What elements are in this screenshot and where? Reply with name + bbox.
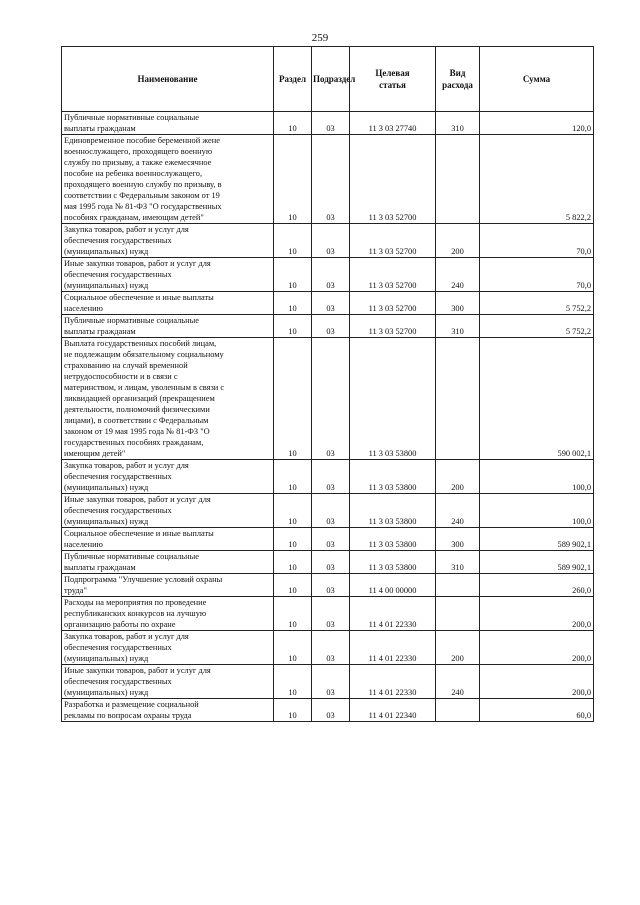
header-section: Раздел [274, 47, 312, 112]
cell-name: Выплата государственных пособий лицам, не подлежащим обязательному социальному страхованию на случай временной нетрудоспособности и в связи с материнством, и лицам, уволенным в связи с ликвидацией организаций (прекращением деятельности, полномочий физическими лицами), в соответствии с Федеральным законом от 19 мая 1995 года № 81-ФЗ "О государственных пособиях гражданам, имеющим детей" [62, 338, 274, 460]
cell-type: 240 [436, 258, 480, 292]
cell-sum: 200,0 [480, 597, 594, 631]
cell-subsection: 03 [312, 258, 350, 292]
cell-section: 10 [274, 494, 312, 528]
table-row [62, 597, 594, 631]
cell-article: 11 3 03 53800 [350, 528, 436, 551]
cell-type [436, 574, 480, 597]
cell-subsection: 03 [312, 665, 350, 699]
header-subsection: Подраздел [312, 47, 350, 112]
table-row [62, 631, 594, 665]
cell-article: 11 4 01 22330 [350, 631, 436, 665]
cell-type: 200 [436, 631, 480, 665]
cell-section: 10 [274, 258, 312, 292]
cell-sum: 200,0 [480, 665, 594, 699]
table-row [62, 135, 594, 224]
cell-article: 11 4 01 22340 [350, 699, 436, 722]
cell-subsection: 03 [312, 112, 350, 135]
cell-sum: 120,0 [480, 112, 594, 135]
cell-article: 11 3 03 52700 [350, 224, 436, 258]
cell-subsection: 03 [312, 494, 350, 528]
cell-section: 10 [274, 665, 312, 699]
cell-section: 10 [274, 574, 312, 597]
table-row [62, 460, 594, 494]
cell-section: 10 [274, 631, 312, 665]
cell-subsection: 03 [312, 315, 350, 338]
cell-subsection: 03 [312, 574, 350, 597]
cell-name: Иные закупки товаров, работ и услуг для обеспечения государственных (муниципальных) нужд [62, 665, 274, 699]
table-row [62, 224, 594, 258]
cell-section: 10 [274, 551, 312, 574]
table-row [62, 528, 594, 551]
cell-sum: 5 752,2 [480, 315, 594, 338]
cell-subsection: 03 [312, 631, 350, 665]
cell-sum: 70,0 [480, 224, 594, 258]
cell-type: 200 [436, 224, 480, 258]
table-row [62, 292, 594, 315]
header-name: Наименование [62, 47, 274, 112]
table-row [62, 315, 594, 338]
cell-sum: 260,0 [480, 574, 594, 597]
table-row [62, 258, 594, 292]
cell-section: 10 [274, 699, 312, 722]
table-header [62, 47, 594, 112]
cell-section: 10 [274, 224, 312, 258]
cell-section: 10 [274, 315, 312, 338]
cell-sum: 60,0 [480, 699, 594, 722]
cell-subsection: 03 [312, 135, 350, 224]
cell-sum: 589 902,1 [480, 551, 594, 574]
table-row [62, 551, 594, 574]
cell-subsection: 03 [312, 224, 350, 258]
cell-sum: 200,0 [480, 631, 594, 665]
cell-section: 10 [274, 460, 312, 494]
cell-section: 10 [274, 292, 312, 315]
cell-type [436, 135, 480, 224]
cell-sum: 100,0 [480, 494, 594, 528]
cell-type: 310 [436, 315, 480, 338]
cell-sum: 5 752,2 [480, 292, 594, 315]
cell-section: 10 [274, 338, 312, 460]
cell-name: Публичные нормативные социальные выплаты гражданам [62, 551, 274, 574]
cell-name: Социальное обеспечение и иные выплаты населению [62, 528, 274, 551]
cell-name: Социальное обеспечение и иные выплаты населению [62, 292, 274, 315]
table-row [62, 112, 594, 135]
cell-name: Публичные нормативные социальные выплаты гражданам [62, 112, 274, 135]
cell-type [436, 597, 480, 631]
cell-name: Иные закупки товаров, работ и услуг для обеспечения государственных (муниципальных) нужд [62, 258, 274, 292]
header-type: Вид расхода [436, 47, 480, 112]
cell-article: 11 3 03 53800 [350, 338, 436, 460]
cell-sum: 589 902,1 [480, 528, 594, 551]
cell-type: 300 [436, 292, 480, 315]
cell-sum: 5 822,2 [480, 135, 594, 224]
cell-type: 300 [436, 528, 480, 551]
cell-sum: 70,0 [480, 258, 594, 292]
cell-article: 11 3 03 52700 [350, 258, 436, 292]
cell-article: 11 3 03 27740 [350, 112, 436, 135]
table-row [62, 338, 594, 460]
page-number: 259 [311, 32, 329, 44]
cell-subsection: 03 [312, 699, 350, 722]
header-article: Целевая статья [350, 47, 436, 112]
cell-article: 11 3 03 52700 [350, 135, 436, 224]
cell-type [436, 699, 480, 722]
cell-sum: 590 002,1 [480, 338, 594, 460]
cell-section: 10 [274, 597, 312, 631]
cell-article: 11 4 01 22330 [350, 665, 436, 699]
cell-subsection: 03 [312, 551, 350, 574]
cell-section: 10 [274, 135, 312, 224]
cell-name: Иные закупки товаров, работ и услуг для обеспечения государственных (муниципальных) нужд [62, 494, 274, 528]
table-body [62, 112, 594, 722]
budget-table [61, 46, 594, 722]
cell-article: 11 4 01 22330 [350, 597, 436, 631]
cell-name: Единовременное пособие беременной жене военнослужащего, проходящего военную службу по призыву, а также ежемесячное пособие на ребенка военнослужащего, проходящего военную службу по призыву, в соответствии с Федеральным законом от 19 мая 1995 года № 81-ФЗ "О государственных пособиях гражданам, имеющим детей" [62, 135, 274, 224]
cell-type: 200 [436, 460, 480, 494]
cell-name: Разработка и размещение социальной рекламы по вопросам охраны труда [62, 699, 274, 722]
cell-subsection: 03 [312, 597, 350, 631]
cell-article: 11 3 03 52700 [350, 292, 436, 315]
cell-type: 240 [436, 665, 480, 699]
cell-name: Закупка товаров, работ и услуг для обеспечения государственных (муниципальных) нужд [62, 224, 274, 258]
cell-name: Публичные нормативные социальные выплаты гражданам [62, 315, 274, 338]
table-row [62, 665, 594, 699]
cell-article: 11 3 03 53800 [350, 460, 436, 494]
cell-subsection: 03 [312, 338, 350, 460]
cell-type: 240 [436, 494, 480, 528]
header-row [62, 47, 594, 112]
cell-section: 10 [274, 528, 312, 551]
cell-article: 11 3 03 53800 [350, 551, 436, 574]
cell-article: 11 4 00 00000 [350, 574, 436, 597]
cell-article: 11 3 03 52700 [350, 315, 436, 338]
cell-sum: 100,0 [480, 460, 594, 494]
cell-type: 310 [436, 112, 480, 135]
cell-type: 310 [436, 551, 480, 574]
cell-section: 10 [274, 112, 312, 135]
cell-article: 11 3 03 53800 [350, 494, 436, 528]
cell-subsection: 03 [312, 460, 350, 494]
cell-name: Расходы на мероприятия по проведение республиканских конкурсов на лучшую организацию работы по охране [62, 597, 274, 631]
cell-subsection: 03 [312, 292, 350, 315]
cell-name: Закупка товаров, работ и услуг для обеспечения государственных (муниципальных) нужд [62, 631, 274, 665]
table-row [62, 574, 594, 597]
cell-name: Закупка товаров, работ и услуг для обеспечения государственных (муниципальных) нужд [62, 460, 274, 494]
header-sum: Сумма [480, 47, 594, 112]
cell-subsection: 03 [312, 528, 350, 551]
cell-type [436, 338, 480, 460]
table-row [62, 494, 594, 528]
table-row [62, 699, 594, 722]
cell-name: Подпрограмма "Улучшение условий охраны труда" [62, 574, 274, 597]
